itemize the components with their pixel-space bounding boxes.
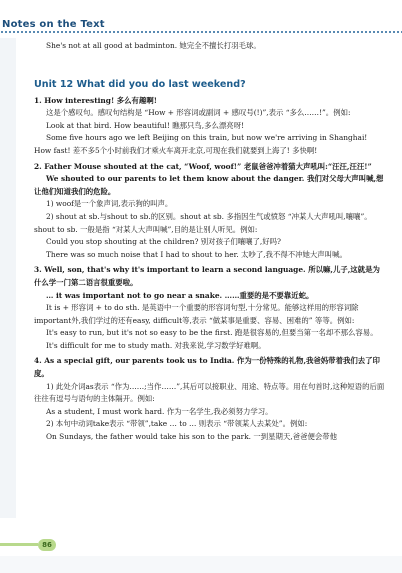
note-line: 1) 此处介词as表示 “作为……;当作……”,其后可以接职业、用途、特点等。用在句首时,这种短语的后面往往有逗号与语句的主体隔开。例如: [34, 381, 385, 404]
intro-line: She's not at all good at badminton. 她完全不擅长打羽毛球。 [46, 41, 261, 50]
note-line: There was so much noise that I had to shout to her. 太吵了,我不得不冲她大声叫喊。 [46, 249, 347, 259]
point-title-text: Well, son, that's why it's important to learn a second language. 所以嘛,儿子,这就是为什么学一门第二语言很重要啦。 [34, 265, 380, 287]
point-number: 1. [34, 95, 42, 105]
point-title-text: As a special gift, our parents took us to India. 作为一份特殊的礼物,我爸妈带着我们去了印度。 [34, 356, 380, 379]
note-line: 这是个感叹句。感叹句结构是 “How + 形容词或副词 + 感叹号(!)”,表示 “多么……!”。例如: [46, 108, 351, 118]
note-line: It's difficult for me to study math. 对我来说,学习数学好难啊。 [46, 340, 266, 350]
note-line: … it was important not to go near a snake. ……重要的是不要靠近蛇。 [46, 290, 314, 300]
point-title [34, 161, 386, 174]
footer-strip [0, 543, 38, 546]
point-title [34, 264, 386, 289]
point-number: 3. [34, 265, 42, 275]
note-line: As a student, I must work hard. 作为一名学生,我必须努力学习。 [46, 406, 273, 416]
point-number: 2. [34, 161, 42, 171]
header-dotted-rule [0, 31, 402, 33]
note-line: Could you stop shouting at the children? 别对孩子们嚷嚷了,好吗? [46, 237, 282, 247]
note-line: It's easy to run, but it's not so easy to be the first. 跑是很容易的,但要当第一名却不那么容易。 [46, 328, 378, 338]
note-line: 2) 本句中动词take表示 “带领”,take … to … 则表示 “带领某人去某处”。例如: [46, 419, 308, 429]
note-line: We shouted to our parents to let them know about the danger. 我们对父母大声叫喊,想让他们知道我们的危险。 [34, 174, 384, 196]
point-title-text: Father Mouse shouted at the cat, “Woof, woof!” 老鼠爸爸冲着猫大声吼叫:“汪汪,汪汪!” [44, 161, 372, 171]
footer-band [0, 556, 402, 573]
note-line: It is + 形容词 + to do sth. 是英语中一个重要的形容词句型,十分常见。能够这样用的形容词除important外,我们学过的还有easy, difficult等,表示 “做某事是重要、容易、困难的” 等等。例如: [34, 303, 359, 325]
header-title: Notes on the Text [2, 19, 105, 30]
note-line: On Sundays, the father would take his son to the park. 一到星期天,爸爸便会带他 [46, 432, 338, 442]
point-number: 4. [34, 356, 42, 366]
point-title-text: How interesting! 多么有趣啊! [44, 95, 157, 105]
point-title [34, 95, 386, 108]
note-line: Look at that bird. How beautiful! 瞧那只鸟,多么漂亮呀! [46, 120, 245, 130]
margin-band [0, 38, 16, 518]
point-title [34, 355, 386, 380]
note-line: 1) woof是一个象声词,表示狗的叫声。 [46, 199, 173, 209]
page-number: 86 [38, 539, 56, 551]
note-line: 2) shout at sb.与shout to sb.的区别。shout at sb. 多指因生气或愤怒 “冲某人大声吼叫,嚷嚷”。shout to sb. 一般是指 “对某人大声叫喊”,目的是让别人听见。例如: [34, 211, 372, 234]
note-line: Some five hours ago we left Beijing on this train, but now we're arriving in Shanghai! How fast! 差不多5个小时前我们才乘火车离开北京,可现在我们就要到上海了! 多快啊! [34, 133, 368, 155]
unit-heading: Unit 12 What did you do last weekend? [34, 78, 246, 90]
section-header [0, 18, 402, 34]
notes-content [34, 40, 386, 444]
